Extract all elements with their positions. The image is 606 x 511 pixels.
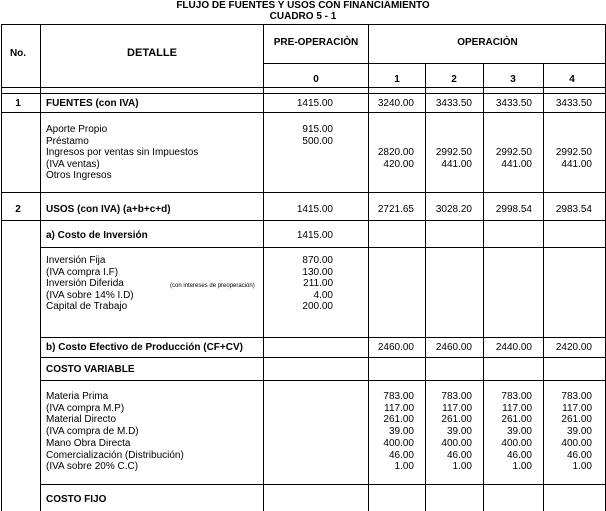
header-year-4: 4 (569, 74, 575, 85)
grid-line (40, 247, 606, 248)
value-cell: 2992.50 (495, 147, 532, 158)
value-cell: 39.00 (388, 426, 414, 438)
item-note: (con intereses de preoperación) (170, 283, 255, 289)
value-cell: 117.00 (562, 402, 592, 414)
costo-variable-item-label: Material Directo (46, 414, 117, 426)
grid-line (40, 484, 606, 485)
grid-line (263, 63, 606, 64)
value-cell: 400.00 (441, 437, 472, 449)
header-year-1: 1 (394, 74, 400, 85)
header-year-2: 2 (451, 74, 457, 85)
value-cell: 261.00 (441, 414, 472, 426)
value-cell: 211.00 (303, 278, 333, 289)
value-cell: 2460.00 (435, 342, 472, 353)
costo-fijo-label: COSTO FIJO (46, 494, 107, 505)
value-cell: 39.00 (506, 426, 532, 438)
fuentes-item-label: (IVA ventas) (46, 158, 100, 170)
grid-line (1, 24, 2, 511)
value-cell: 46.00 (566, 449, 592, 461)
value-cell: 1415.00 (296, 230, 333, 241)
fuentes-item-label: Préstamo (46, 135, 89, 147)
value-cell: 39.00 (566, 426, 592, 438)
value-cell: 783.00 (501, 391, 532, 402)
value-cell: 261.00 (383, 414, 414, 426)
row-number: 1 (15, 98, 21, 109)
value-cell: 783.00 (383, 391, 414, 402)
grid-line (1, 112, 606, 113)
header-detalle: DETALLE (127, 47, 177, 59)
value-cell: 441.00 (441, 158, 472, 170)
value-cell: 130.00 (302, 266, 333, 278)
page-subtitle: CUADRO 5 - 1 (269, 11, 337, 22)
value-cell: 915.00 (302, 124, 333, 135)
value-cell: 1.00 (512, 461, 532, 473)
value-cell: 3028.20 (435, 204, 472, 215)
value-cell: 3240.00 (377, 98, 414, 109)
header-operacion: OPERACIÒN (457, 37, 518, 48)
value-cell: 2820.00 (377, 147, 414, 158)
value-cell: 2440.00 (495, 342, 532, 353)
value-cell: 400.00 (383, 437, 414, 449)
header-year-3: 3 (510, 74, 516, 85)
value-cell: 3433.50 (555, 98, 592, 109)
header-no: No. (9, 48, 27, 59)
value-cell: 1.00 (572, 461, 592, 473)
grid-line (1, 87, 606, 88)
value-cell: 46.00 (506, 449, 532, 461)
costo-inversion-item-label: (IVA compra I.F) (46, 266, 119, 278)
value-cell: 2460.00 (377, 342, 414, 353)
row-number: 2 (15, 204, 21, 215)
costo-produccion-label: b) Costo Efectivo de Producción (CF+CV) (46, 342, 243, 353)
value-cell: 783.00 (441, 391, 472, 402)
value-cell: 783.00 (561, 391, 592, 402)
usos-label: USOS (con IVA) (a+b+c+d) (46, 204, 171, 215)
value-cell: 2998.54 (495, 204, 532, 215)
grid-line (1, 93, 606, 94)
costo-inversion-item-label: Inversión Diferida (46, 278, 124, 289)
value-cell: 200.00 (302, 301, 333, 312)
grid-line (40, 337, 606, 338)
value-cell: 117.00 (384, 402, 414, 414)
value-cell: 2721.65 (377, 204, 414, 215)
grid-line (40, 24, 41, 511)
value-cell: 500.00 (302, 135, 333, 147)
grid-line (1, 192, 606, 193)
costo-variable-item-label: (IVA compra M.P) (46, 402, 125, 414)
costo-variable-item-label: Mano Obra Directa (46, 437, 131, 449)
value-cell: 441.00 (561, 158, 592, 170)
costo-inversion-item-label: (IVA sobre 14% I.D) (46, 289, 134, 301)
header-pre-operacion: PRE-OPERACIÒN (273, 37, 359, 48)
value-cell: 1415.00 (296, 204, 333, 215)
value-cell: 261.00 (501, 414, 532, 426)
value-cell: 2420.00 (555, 342, 592, 353)
value-cell: 400.00 (501, 437, 532, 449)
fuentes-item-label: Ingresos por ventas sin Impuestos (46, 147, 199, 158)
value-cell: 2983.54 (555, 204, 592, 215)
value-cell: 117.00 (442, 402, 472, 414)
fuentes-label: FUENTES (con IVA) (46, 98, 139, 109)
value-cell: 2992.50 (435, 147, 472, 158)
costo-variable-label: COSTO VARIABLE (46, 364, 135, 375)
grid-line (40, 357, 606, 358)
value-cell: 1.00 (394, 461, 414, 473)
value-cell: 2992.50 (555, 147, 592, 158)
value-cell: 117.00 (502, 402, 532, 414)
costo-variable-item-label: Comercialización (Distribución) (46, 449, 184, 461)
costo-inversion-label: a) Costo de Inversión (46, 230, 148, 241)
value-cell: 420.00 (383, 158, 414, 170)
costo-inversion-item-label: Capital de Trabajo (46, 301, 128, 312)
value-cell: 39.00 (446, 426, 472, 438)
page-title: FLUJO DE FUENTES Y USOS CON FINANCIAMIENTO (176, 0, 430, 11)
costo-variable-item-label: (IVA compra de M.D) (46, 426, 139, 438)
value-cell: 46.00 (446, 449, 472, 461)
fuentes-item-label: Aporte Propio (46, 124, 108, 135)
grid-line (1, 220, 606, 221)
grid-line (40, 380, 606, 381)
value-cell: 3433.50 (495, 98, 532, 109)
header-year-0: 0 (313, 74, 319, 85)
value-cell: 261.00 (561, 414, 592, 426)
costo-inversion-item-label: Inversión Fija (46, 255, 106, 266)
value-cell: 3433.50 (435, 98, 472, 109)
value-cell: 1.00 (452, 461, 472, 473)
costo-variable-item-label: Materia Prima (46, 391, 109, 402)
value-cell: 400.00 (561, 437, 592, 449)
fuentes-item-label: Otros Ingresos (46, 170, 112, 181)
value-cell: 4.00 (313, 289, 333, 301)
grid-line (1, 24, 606, 25)
value-cell: 1415.00 (296, 98, 333, 109)
value-cell: 870.00 (302, 255, 333, 266)
value-cell: 441.00 (501, 158, 532, 170)
value-cell: 46.00 (388, 449, 414, 461)
costo-variable-item-label: (IVA sobre 20% C.C) (46, 461, 139, 473)
